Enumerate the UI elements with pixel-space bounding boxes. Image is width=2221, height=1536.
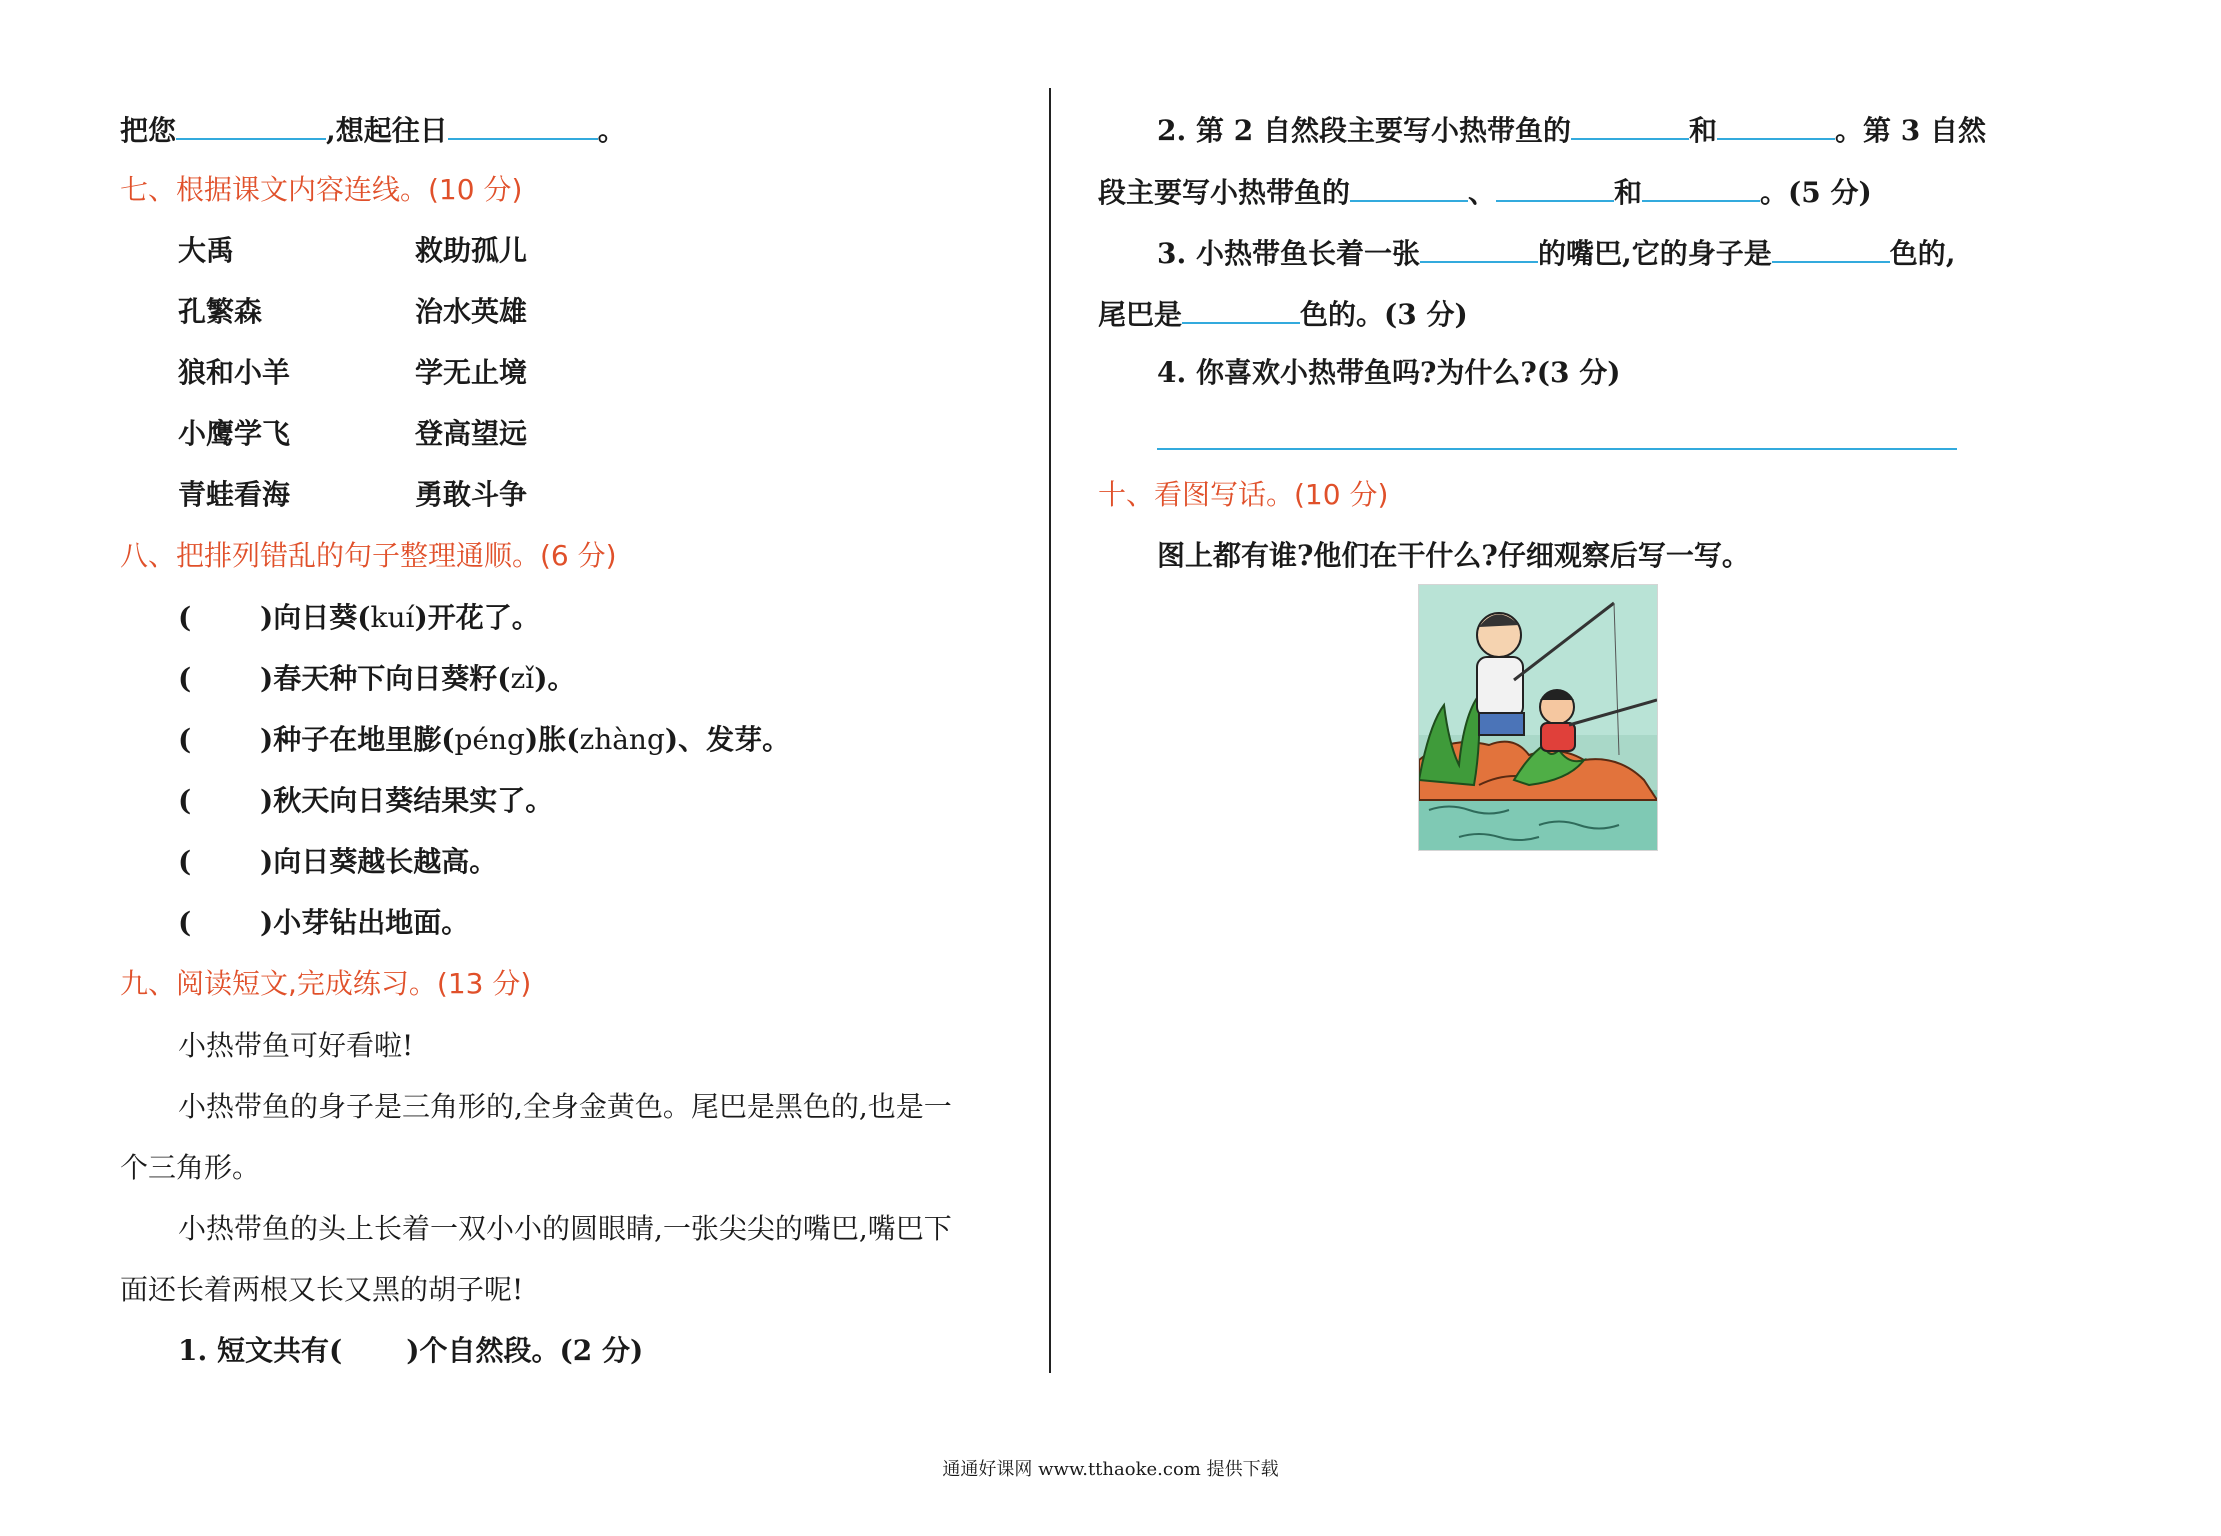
text: 和 xyxy=(1688,114,1717,147)
text: )种子在地里膨( xyxy=(260,723,455,756)
match-left-item[interactable]: 青蛙看海 xyxy=(178,478,291,511)
order-paren[interactable]: ( xyxy=(178,723,192,756)
text: )向日葵( xyxy=(260,601,371,634)
text: ,想起往日 xyxy=(326,114,448,147)
page-footer: 通通好课网 www.tthaoke.com 提供下载 xyxy=(942,1459,1279,1480)
text: )个自然段。(2 分) xyxy=(406,1334,644,1367)
text: 色的。(3 分) xyxy=(1300,298,1468,331)
text: 3. 小热带鱼长着一张 xyxy=(1157,237,1420,270)
text: 的嘴巴,它的身子是 xyxy=(1537,237,1772,270)
text: 和 xyxy=(1614,176,1643,209)
sentence-item xyxy=(178,659,575,699)
match-left-item[interactable]: 大禹 xyxy=(178,234,235,267)
question-3-cont xyxy=(1098,292,1468,335)
question-3 xyxy=(1157,231,1955,274)
fishing-illustration xyxy=(1418,584,1658,851)
answer-blank[interactable] xyxy=(1350,170,1468,202)
text: )春天种下向日葵籽( xyxy=(260,662,511,695)
text: 段主要写小热带鱼的 xyxy=(1098,176,1351,209)
text: 把您 xyxy=(120,114,177,147)
section-7-heading: 七、根据课文内容连线。(10 分) xyxy=(120,173,523,206)
question-1 xyxy=(178,1331,643,1371)
match-left-item[interactable]: 狼和小羊 xyxy=(178,356,291,389)
match-right-item[interactable]: 学无止境 xyxy=(415,356,528,389)
question-4: 4. 你喜欢小热带鱼吗?为什么?(3 分) xyxy=(1157,356,1621,389)
question-2-cont xyxy=(1098,170,1872,213)
text: )向日葵越长越高。 xyxy=(260,845,498,878)
order-paren[interactable]: ( xyxy=(178,906,192,939)
question-2 xyxy=(1157,108,1986,151)
pinyin: kuí xyxy=(370,601,415,634)
text: )、发芽。 xyxy=(664,723,791,756)
text: 。 xyxy=(597,114,626,147)
text: 尾巴是 xyxy=(1098,298,1183,331)
sentence-item xyxy=(178,781,553,821)
passage-paragraph: 小热带鱼的身子是三角形的,全身金黄色。尾巴是黑色的,也是一 xyxy=(178,1090,952,1123)
text: 、 xyxy=(1468,176,1497,209)
order-paren[interactable]: ( xyxy=(178,662,192,695)
answer-blank[interactable] xyxy=(1496,170,1614,202)
fishing-scene-icon xyxy=(1419,585,1657,850)
section-10-heading: 十、看图写话。(10 分) xyxy=(1098,478,1389,511)
answer-line[interactable] xyxy=(1157,448,1957,450)
column-divider xyxy=(1049,88,1051,1373)
match-right-item[interactable]: 勇敢斗争 xyxy=(415,478,528,511)
text: )小芽钻出地面。 xyxy=(260,906,470,939)
order-paren[interactable]: ( xyxy=(178,845,192,878)
section-8-heading: 八、把排列错乱的句子整理通顺。(6 分) xyxy=(120,539,617,572)
sentence-item xyxy=(178,903,469,943)
pinyin: zhàng xyxy=(579,723,665,756)
answer-blank[interactable] xyxy=(1717,108,1835,140)
writing-prompt: 图上都有谁?他们在干什么?仔细观察后写一写。 xyxy=(1157,539,1750,572)
passage-paragraph: 个三角形。 xyxy=(120,1151,261,1184)
passage-paragraph: 小热带鱼可好看啦! xyxy=(178,1029,414,1062)
text: 。第 3 自然 xyxy=(1834,114,1986,147)
sentence-item xyxy=(178,720,790,760)
text: 1. 短文共有( xyxy=(178,1334,343,1367)
order-paren[interactable]: ( xyxy=(178,601,192,634)
text: )胀( xyxy=(524,723,580,756)
answer-blank[interactable] xyxy=(1182,292,1300,324)
answer-blank[interactable] xyxy=(1642,170,1760,202)
text: )秋天向日葵结果实了。 xyxy=(260,784,554,817)
match-right-item[interactable]: 救助孤儿 xyxy=(415,234,528,267)
answer-blank[interactable] xyxy=(1772,231,1890,263)
pinyin: péng xyxy=(454,723,525,756)
answer-blank[interactable] xyxy=(1420,231,1538,263)
passage-paragraph: 小热带鱼的头上长着一双小小的圆眼睛,一张尖尖的嘴巴,嘴巴下 xyxy=(178,1212,952,1245)
fill-line-recall xyxy=(120,108,626,151)
section-9-heading: 九、阅读短文,完成练习。(13 分) xyxy=(120,967,532,1000)
answer-blank[interactable] xyxy=(1571,108,1689,140)
text: 色的, xyxy=(1889,237,1956,270)
match-right-item[interactable]: 治水英雄 xyxy=(415,295,528,328)
text: )。 xyxy=(534,662,576,695)
pinyin: zǐ xyxy=(510,662,535,695)
answer-blank[interactable] xyxy=(176,108,326,140)
match-right-item[interactable]: 登高望远 xyxy=(415,417,528,450)
text: 2. 第 2 自然段主要写小热带鱼的 xyxy=(1157,114,1571,147)
answer-blank[interactable] xyxy=(448,108,598,140)
match-left-item[interactable]: 孔繁森 xyxy=(178,295,263,328)
passage-paragraph: 面还长着两根又长又黑的胡子呢! xyxy=(120,1273,524,1306)
match-left-item[interactable]: 小鹰学飞 xyxy=(178,417,291,450)
sentence-item xyxy=(178,842,497,882)
text: )开花了。 xyxy=(414,601,540,634)
sentence-item xyxy=(178,598,540,638)
text: 。(5 分) xyxy=(1760,176,1872,209)
order-paren[interactable]: ( xyxy=(178,784,192,817)
